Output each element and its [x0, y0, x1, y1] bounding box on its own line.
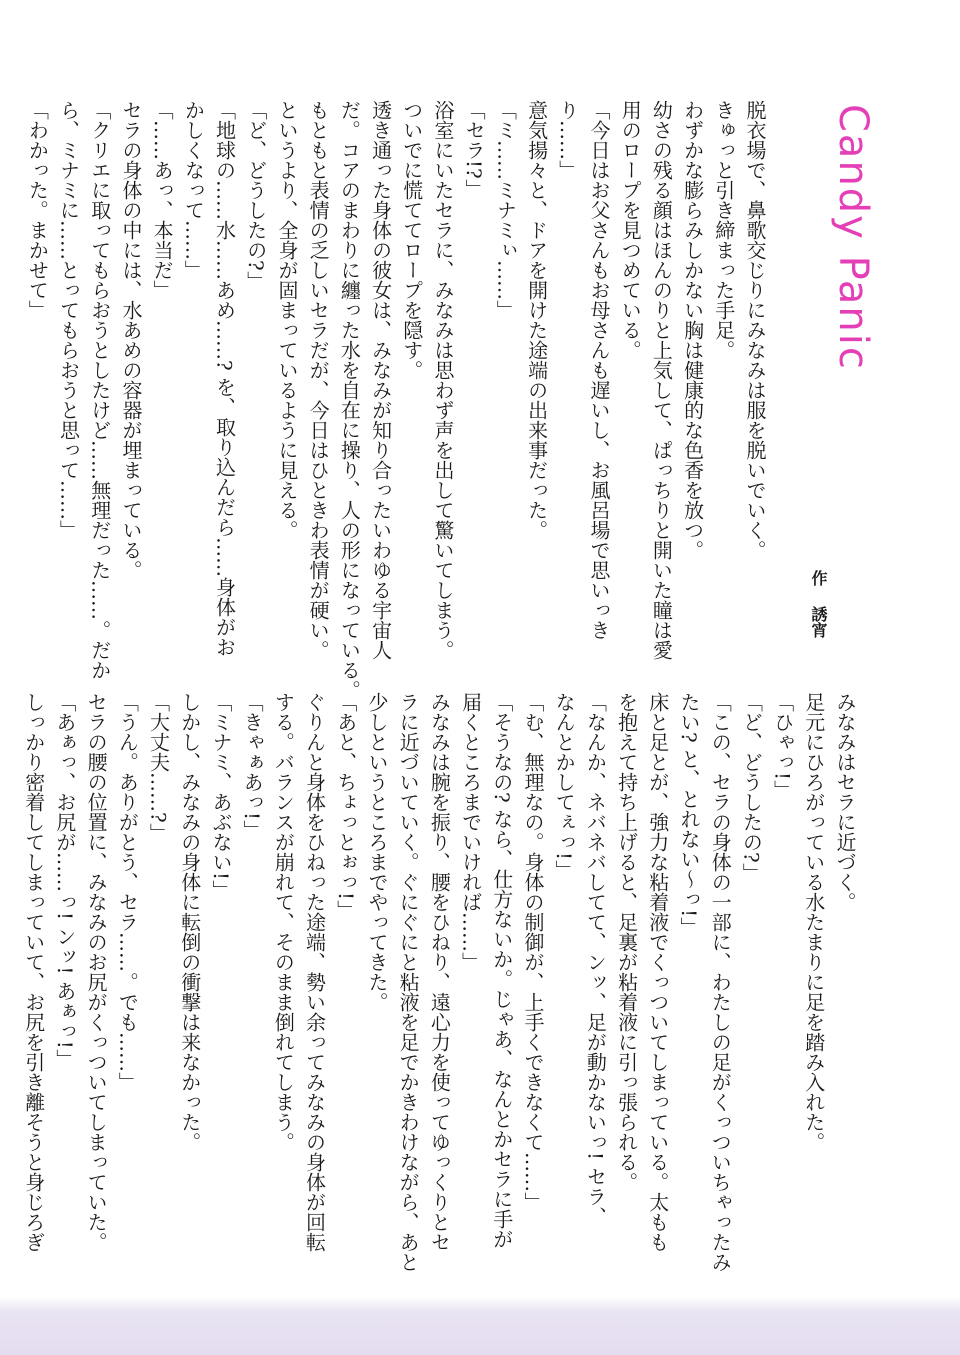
text-line: り……」 [555, 100, 580, 180]
text-line: 「セラ!?」 [462, 100, 487, 199]
text-line: たい? と、とれない～っ!」 [676, 692, 701, 938]
text-line: 「……あっ、本当だ」 [150, 100, 175, 300]
story-column-bottom [21, 692, 860, 1272]
text-line: 用のロープを見つめている。 [618, 100, 643, 360]
text-line: 「ど、どうしたの?」 [243, 100, 268, 291]
text-line: 「あぁっ、お尻が……っ! ンッ! あぁっ!」 [52, 692, 77, 1069]
text-line: 「大丈夫……?」 [146, 692, 171, 843]
text-line: 「ど、どうしたの?」 [739, 692, 764, 883]
text-line: 幼さの残る顔はほんのりと上気して、ぱっちりと開いた瞳は愛 [649, 100, 674, 660]
story-column-top [25, 100, 770, 700]
text-line: みなみは腕を振り、腰をひねり、遠心力を使ってゆっくりとセ [427, 692, 452, 1252]
text-line: 「うん。ありがとう、セラ……。でも……」 [115, 692, 140, 1092]
text-line: を抱えて持ち上げると、足裏が粘着液に引っ張られる。 [614, 692, 639, 1192]
text-line: わずかな膨らみしかない胸は健康的な色香を放つ。 [680, 100, 705, 560]
text-line: 「そうなの? なら、仕方ないか。じゃあ、なんとかセラに手が [489, 692, 514, 1250]
text-line: きゅっと引き締まった手足。 [711, 100, 736, 360]
text-line: かしくなって……」 [181, 100, 206, 280]
text-line: ぐりんと身体をひねった途端、勢い余ってみなみの身体が回転 [302, 692, 327, 1252]
text-line: しっかり密着してしまっていて、お尻を引き離そうと身じろぎ [21, 692, 46, 1252]
text-line: 「この、セラの身体の一部に、わたしの足がくっついちゃったみ [708, 692, 733, 1272]
text-line: 脱衣場で、鼻歌交じりにみなみは服を脱いでいく。 [743, 100, 767, 560]
text-line: 意気揚々と、ドアを開けた途端の出来事だった。 [524, 100, 549, 540]
text-line: もともと表情の乏しいセラだが、今日はひときわ表情が硬い。 [306, 100, 331, 660]
author-name: 誘宵 [809, 606, 828, 638]
text-line: だ。コアのまわりに纏った水を自在に操り、人の形になっている。 [337, 100, 362, 700]
text-line: 「今日はお父さんもお母さんも遅いし、お風呂場で思いっき [586, 100, 611, 640]
author-credit [806, 570, 830, 652]
text-line: 「ひゃっ!」 [770, 692, 795, 801]
text-line: 「クリエに取ってもらおうとしたけど……無理だった……。だか [87, 100, 112, 680]
text-line: 浴室にいたセラに、みなみは思わず声を出して驚いてしまう。 [430, 100, 455, 660]
text-line: 「わかった。まかせて」 [25, 100, 50, 320]
page-title: Candy Panic [830, 104, 876, 371]
text-line: ら、ミナミに……とってもらおうと思って……」 [56, 100, 81, 540]
text-line: セラの身体の中には、水あめの容器が埋まっている。 [118, 100, 143, 580]
text-line: 足元にひろがっている水たまりに足を踏み入れた。 [801, 692, 826, 1152]
text-line: 「ミ……ミナミぃ……」 [493, 100, 518, 320]
text-line: 「む、無理なの。身体の制御が、上手くできなくて……」 [520, 692, 545, 1212]
text-line: 「あと、ちょっとぉっ!」 [333, 692, 358, 921]
text-line: みなみはセラに近づく。 [833, 692, 857, 912]
text-line: ラに近づいていく。ぐにぐにと粘液を足でかきわけながら、あと [396, 692, 421, 1272]
text-line: 「ミナミ、あぶない!」 [208, 692, 233, 901]
text-line: 「きゃぁあっ!」 [240, 692, 265, 841]
text-line: 届くところまでいければ……」 [458, 692, 483, 972]
text-line: というより、全身が固まっているように見える。 [274, 100, 299, 540]
text-line: しかし、みなみの身体に転倒の衝撃は来なかった。 [177, 692, 202, 1152]
text-line: セラの腰の位置に、みなみのお尻がくっついてしまっていた。 [84, 692, 109, 1252]
text-line: 床と足とが、強力な粘着液でくっついてしまっている。太もも [645, 692, 670, 1252]
text-line: 「なんか、ネバネバしてて、ンッ、足が動かないっ! セラ、 [583, 692, 608, 1227]
text-line: 「地球の……水……あめ……? を、取り込んだら……身体がお [212, 100, 237, 658]
text-line: 少しというところまでやってきた。 [364, 692, 389, 1012]
text-line: なんとかしてぇっ!」 [552, 692, 577, 881]
text-line: する。バランスが崩れて、そのまま倒れてしまう。 [271, 692, 296, 1152]
author-label: 作 [809, 570, 828, 586]
text-line: 透き通った身体の彼女は、みなみが知り合ったいわゆる宇宙人 [368, 100, 393, 660]
text-line: ついでに慌ててロープを隠す。 [399, 100, 424, 380]
